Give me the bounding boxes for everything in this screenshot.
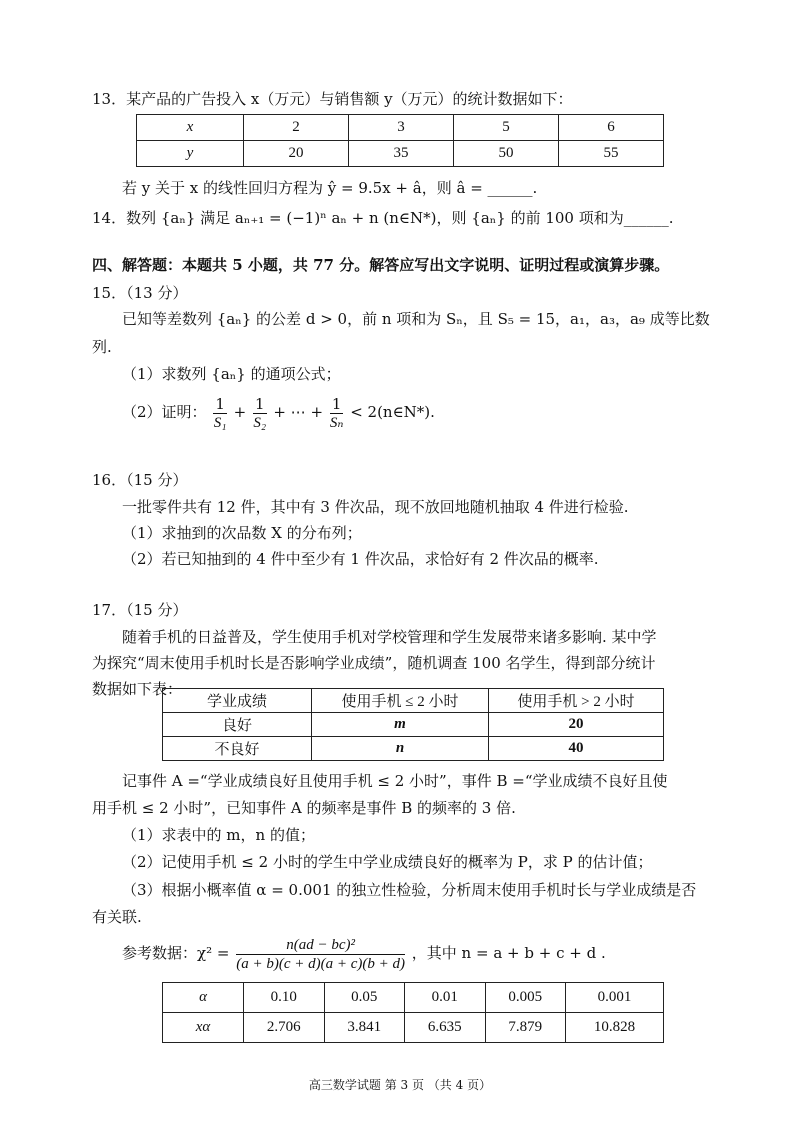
q17-event-line1: 记事件 A =“学业成绩良好且使用手机 ≤ 2 小时”，事件 B =“学业成绩不良好且使	[122, 772, 668, 790]
q16-stem: 一批零件共有 12 件，其中有 3 件次品，现不放回地随机抽取 4 件进行检验.	[122, 498, 629, 516]
table-cell: 不良好	[163, 737, 312, 761]
page-footer: 高三数学试题 第 3 页 （共 4 页）	[308, 1078, 492, 1092]
table-cell: 50	[454, 141, 559, 167]
table-cell: 良好	[163, 713, 312, 737]
q13-stem: 13．某产品的广告投入 x（万元）与销售额 y（万元）的统计数据如下：	[92, 90, 573, 108]
q15-part1: （1）求数列 {aₙ} 的通项公式；	[122, 365, 341, 383]
table-header-cell: 学业成绩	[163, 689, 312, 713]
fraction-1-over-sn	[330, 395, 344, 432]
q14-text: 14．数列 {aₙ} 满足 aₙ₊₁ = (−1)ⁿ aₙ + n (n∈N*)，则 {aₙ} 的前 100 项和为______.	[92, 209, 674, 227]
reference-suffix: ，其中 n = a + b + c + d .	[411, 944, 606, 962]
table-cell: 0.05	[324, 983, 405, 1013]
table-cell: α	[163, 983, 244, 1013]
q17-stem-line1: 随着手机的日益普及，学生使用手机对学校管理和学生发展带来诸多影响. 某中学	[122, 628, 657, 646]
q16-header: 16．（15 分）	[92, 471, 188, 489]
q15-header: 15．（13 分）	[92, 284, 188, 302]
fraction-denominator: (a + b)(c + d)(a + c)(b + d)	[236, 955, 405, 972]
q17-part3-line2: 有关联.	[92, 908, 142, 926]
chi-square-fraction	[236, 936, 405, 973]
table-cell: x	[137, 115, 244, 141]
table-cell: 0.001	[566, 983, 664, 1013]
table-cell: m	[312, 713, 489, 737]
q17-part3-line1: （3）根据小概率值 α = 0.001 的独立性检验，分析周末使用手机时长与学业成绩是否	[122, 881, 697, 899]
fraction-numerator: 1	[215, 394, 225, 413]
table-cell: 7.879	[485, 1013, 566, 1043]
table-cell: 3.841	[324, 1013, 405, 1043]
alpha-critical-value-table	[162, 982, 664, 1043]
fraction-numerator: 1	[255, 394, 265, 413]
fraction-denominator: Sₙ	[329, 414, 344, 431]
fraction-1-over-s2	[253, 395, 267, 432]
table-cell: 0.10	[244, 983, 325, 1013]
fraction-denominator: S₂	[253, 414, 267, 431]
q17-event-line2: 用手机 ≤ 2 小时”，已知事件 A 的频率是事件 B 的频率的 3 倍.	[92, 799, 516, 817]
fraction-numerator: 1	[330, 395, 344, 414]
table-cell: 0.01	[405, 983, 486, 1013]
q17-part2: （2）记使用手机 ≤ 2 小时的学生中学业成绩良好的概率为 P，求 P 的估计值；	[122, 853, 653, 871]
ellipsis-sum: + ⋯ +	[273, 403, 324, 421]
q17-part1: （1）求表中的 m，n 的值；	[122, 826, 315, 844]
fraction-numerator: n(ad − bc)²	[236, 936, 405, 955]
q15-part2	[122, 393, 435, 432]
q17-reference-formula	[122, 934, 606, 973]
q16-part1: （1）求抽到的次品数 X 的分布列；	[122, 524, 362, 542]
plus-sign: +	[233, 403, 247, 421]
q15-stem-line1: 已知等差数列 {aₙ} 的公差 d > 0，前 n 项和为 Sₙ，且 S₅ = 15，a₁，a₃，a₉ 成等比数	[122, 310, 710, 328]
table-cell: 10.828	[566, 1013, 664, 1043]
table-cell: 6	[559, 115, 664, 141]
q17-stem-line2: 为探究“周末使用手机时长是否影响学业成绩”，随机调查 100 名学生，得到部分统计	[92, 654, 656, 672]
table-cell: xα	[163, 1013, 244, 1043]
table-cell: 3	[349, 115, 454, 141]
table-header-cell: 使用手机 > 2 小时	[489, 689, 664, 713]
section-heading: 四、解答题：本题共 5 小题，共 77 分。解答应写出文字说明、证明过程或演算步骤。	[92, 256, 670, 274]
q15-part2-prefix: （2）证明：	[122, 403, 207, 421]
table-cell: 5	[454, 115, 559, 141]
q13-data-table	[136, 114, 664, 167]
table-cell: 20	[489, 713, 664, 737]
table-header-cell: 使用手机 ≤ 2 小时	[312, 689, 489, 713]
fraction-1-over-s1	[213, 395, 227, 432]
table-cell: 35	[349, 141, 454, 167]
table-cell: n	[312, 737, 489, 761]
reference-label: 参考数据：χ² =	[122, 944, 230, 962]
q17-stem-line3: 数据如下表：	[92, 680, 183, 698]
table-cell: 6.635	[405, 1013, 486, 1043]
q13-regression: 若 y 关于 x 的线性回归方程为 ŷ = 9.5x + â，则 â = ______.	[122, 179, 538, 197]
q15-stem-line2: 列.	[92, 338, 112, 356]
table-cell: 40	[489, 737, 664, 761]
table-cell: y	[137, 141, 244, 167]
fraction-denominator: S₁	[213, 414, 227, 431]
q16-part2: （2）若已知抽到的 4 件中至少有 1 件次品，求恰好有 2 件次品的概率.	[122, 550, 599, 568]
q15-part2-suffix: < 2(n∈N*).	[350, 403, 435, 421]
q17-data-table	[162, 688, 664, 761]
table-cell: 2.706	[244, 1013, 325, 1043]
table-cell: 20	[244, 141, 349, 167]
table-cell: 55	[559, 141, 664, 167]
table-cell: 0.005	[485, 983, 566, 1013]
q17-header: 17．（15 分）	[92, 601, 188, 619]
table-cell: 2	[244, 115, 349, 141]
